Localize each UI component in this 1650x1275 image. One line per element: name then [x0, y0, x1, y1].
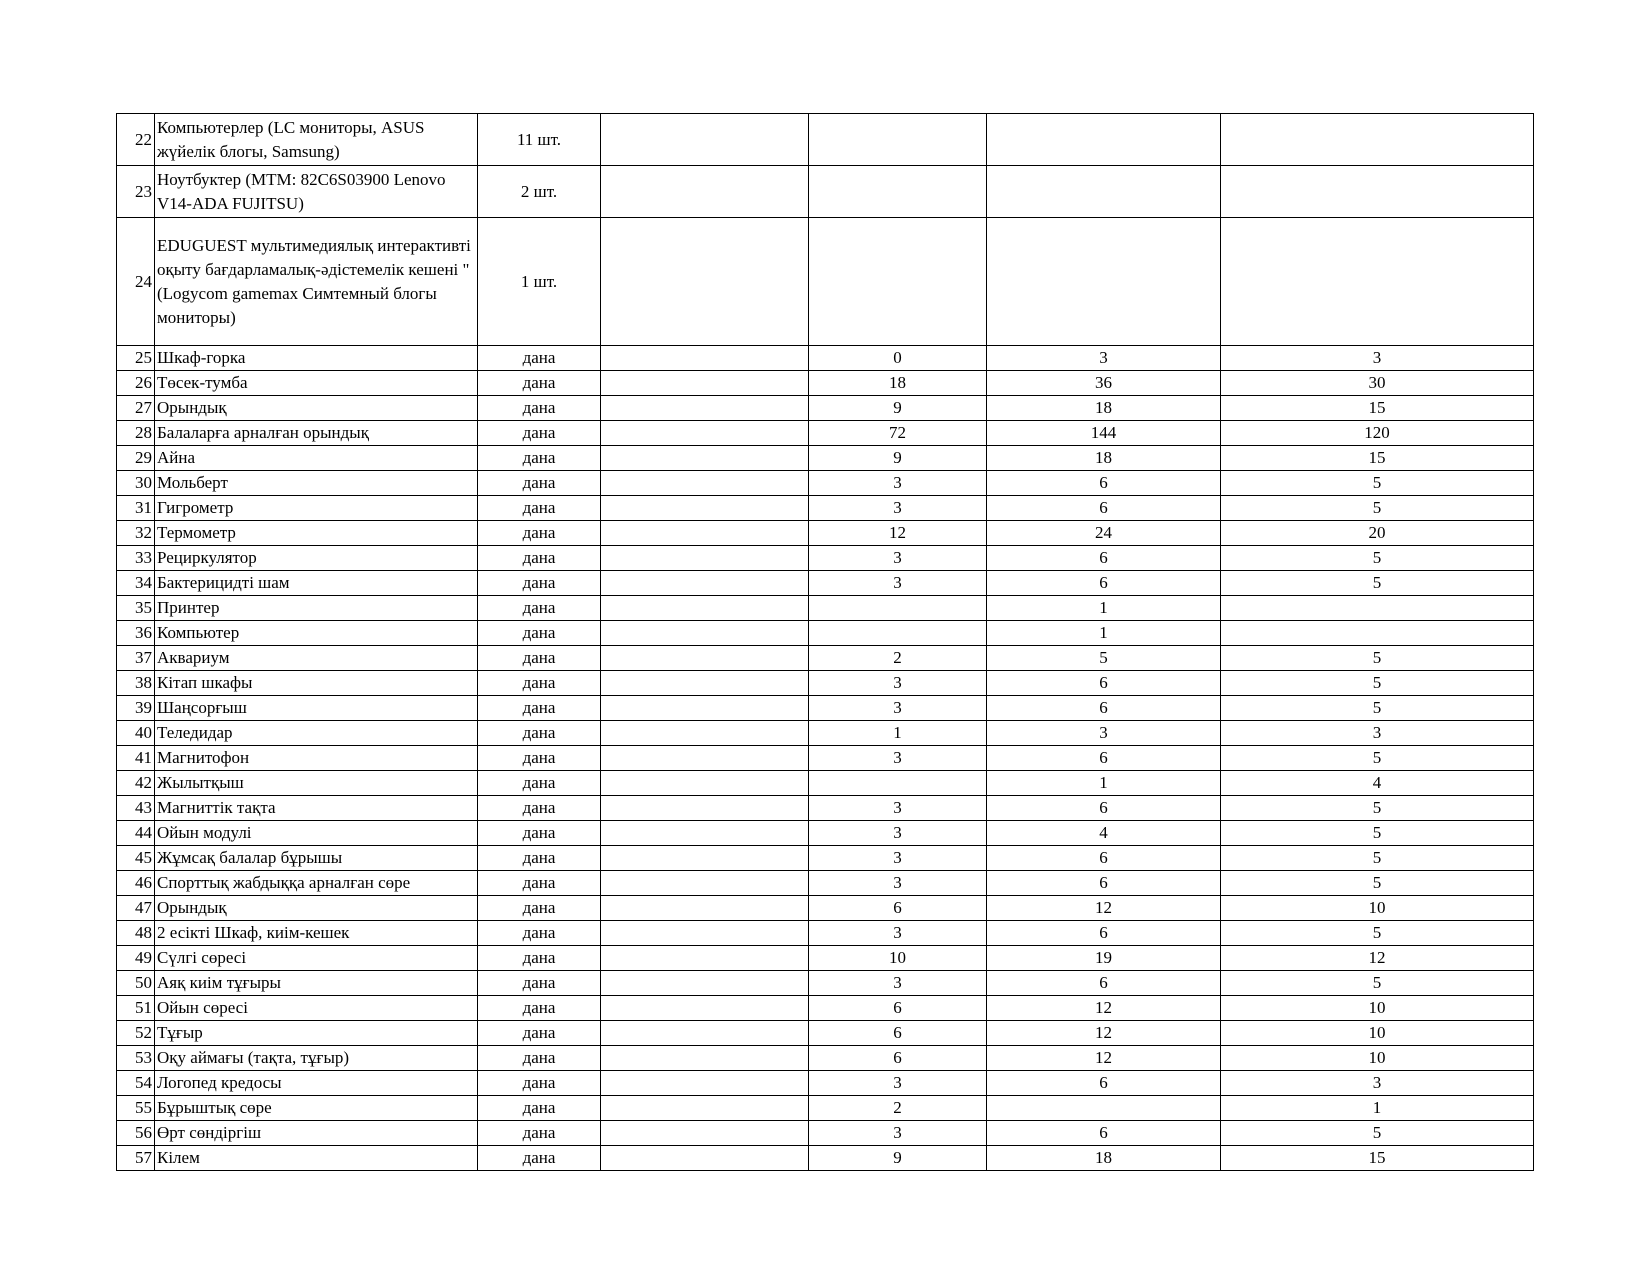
table-row — [117, 1071, 1534, 1096]
item-name-cell: Балаларға арналған орындық — [155, 421, 478, 446]
value-cell-2 — [809, 114, 987, 166]
value-cell-4 — [1221, 218, 1534, 346]
value-cell-1 — [601, 471, 809, 496]
item-name-cell: Кілем — [155, 1146, 478, 1171]
item-name-cell: Логопед кредосы — [155, 1071, 478, 1096]
value-cell-2: 3 — [809, 921, 987, 946]
value-cell-2: 6 — [809, 896, 987, 921]
value-cell-4: 5 — [1221, 496, 1534, 521]
value-cell-4: 5 — [1221, 696, 1534, 721]
value-cell-1 — [601, 996, 809, 1021]
unit-cell: дана — [478, 646, 601, 671]
unit-cell: дана — [478, 421, 601, 446]
table-row — [117, 871, 1534, 896]
value-cell-4: 20 — [1221, 521, 1534, 546]
item-name-cell: Спорттық жабдыққа арналған сөре — [155, 871, 478, 896]
table-row — [117, 621, 1534, 646]
unit-cell: дана — [478, 1096, 601, 1121]
table-row — [117, 1021, 1534, 1046]
value-cell-3 — [987, 1096, 1221, 1121]
row-number-cell: 53 — [117, 1046, 155, 1071]
row-number-cell: 31 — [117, 496, 155, 521]
item-name-cell: Сүлгі сөресі — [155, 946, 478, 971]
row-number-cell: 55 — [117, 1096, 155, 1121]
value-cell-1 — [601, 896, 809, 921]
item-name-cell: Магниттік тақта — [155, 796, 478, 821]
value-cell-2: 3 — [809, 1121, 987, 1146]
value-cell-2: 18 — [809, 371, 987, 396]
value-cell-3: 12 — [987, 1046, 1221, 1071]
value-cell-2: 9 — [809, 446, 987, 471]
row-number-cell: 46 — [117, 871, 155, 896]
row-number-cell: 28 — [117, 421, 155, 446]
unit-cell: дана — [478, 471, 601, 496]
item-name-cell: Гигрометр — [155, 496, 478, 521]
value-cell-1 — [601, 821, 809, 846]
value-cell-3: 6 — [987, 496, 1221, 521]
item-name-cell: Аяқ киім тұғыры — [155, 971, 478, 996]
row-number-cell: 39 — [117, 696, 155, 721]
row-number-cell: 26 — [117, 371, 155, 396]
table-row — [117, 1121, 1534, 1146]
table-row — [117, 396, 1534, 421]
unit-cell: дана — [478, 621, 601, 646]
item-name-cell: Магнитофон — [155, 746, 478, 771]
item-name-cell: 2 есікті Шкаф, киім-кешек — [155, 921, 478, 946]
value-cell-1 — [601, 796, 809, 821]
unit-cell: дана — [478, 521, 601, 546]
value-cell-2: 6 — [809, 996, 987, 1021]
value-cell-4: 5 — [1221, 796, 1534, 821]
value-cell-2: 9 — [809, 396, 987, 421]
value-cell-4 — [1221, 621, 1534, 646]
value-cell-4: 10 — [1221, 896, 1534, 921]
row-number-cell: 57 — [117, 1146, 155, 1171]
value-cell-2 — [809, 166, 987, 218]
value-cell-4: 15 — [1221, 446, 1534, 471]
value-cell-2: 3 — [809, 1071, 987, 1096]
table-row — [117, 114, 1534, 166]
value-cell-1 — [601, 166, 809, 218]
value-cell-4: 5 — [1221, 646, 1534, 671]
unit-cell: дана — [478, 1071, 601, 1096]
item-name-cell: Мольберт — [155, 471, 478, 496]
unit-cell: дана — [478, 571, 601, 596]
value-cell-3 — [987, 166, 1221, 218]
value-cell-2: 3 — [809, 671, 987, 696]
value-cell-3: 36 — [987, 371, 1221, 396]
table-row — [117, 596, 1534, 621]
unit-cell: дана — [478, 671, 601, 696]
table-row — [117, 896, 1534, 921]
item-name-cell: Ойын модулі — [155, 821, 478, 846]
value-cell-2: 12 — [809, 521, 987, 546]
value-cell-4: 5 — [1221, 846, 1534, 871]
unit-cell: дана — [478, 971, 601, 996]
item-name-cell: Кітап шкафы — [155, 671, 478, 696]
value-cell-3: 6 — [987, 746, 1221, 771]
value-cell-4: 15 — [1221, 396, 1534, 421]
value-cell-3: 12 — [987, 1021, 1221, 1046]
item-name-cell: Орындық — [155, 896, 478, 921]
value-cell-2 — [809, 218, 987, 346]
row-number-cell: 43 — [117, 796, 155, 821]
item-name-cell: Аквариум — [155, 646, 478, 671]
value-cell-4: 5 — [1221, 971, 1534, 996]
value-cell-1 — [601, 646, 809, 671]
value-cell-3: 6 — [987, 696, 1221, 721]
value-cell-3: 144 — [987, 421, 1221, 446]
unit-cell: дана — [478, 871, 601, 896]
unit-cell: дана — [478, 1021, 601, 1046]
value-cell-4: 5 — [1221, 921, 1534, 946]
value-cell-4: 5 — [1221, 671, 1534, 696]
value-cell-3: 1 — [987, 771, 1221, 796]
value-cell-2: 3 — [809, 871, 987, 896]
value-cell-3: 1 — [987, 621, 1221, 646]
value-cell-2: 3 — [809, 846, 987, 871]
value-cell-2: 6 — [809, 1021, 987, 1046]
row-number-cell: 48 — [117, 921, 155, 946]
value-cell-1 — [601, 218, 809, 346]
row-number-cell: 30 — [117, 471, 155, 496]
value-cell-1 — [601, 371, 809, 396]
row-number-cell: 40 — [117, 721, 155, 746]
item-name-cell: Оқу аймағы (тақта, тұғыр) — [155, 1046, 478, 1071]
value-cell-4: 4 — [1221, 771, 1534, 796]
value-cell-2 — [809, 621, 987, 646]
table-row — [117, 696, 1534, 721]
value-cell-1 — [601, 621, 809, 646]
table-row — [117, 921, 1534, 946]
value-cell-2: 3 — [809, 696, 987, 721]
row-number-cell: 32 — [117, 521, 155, 546]
value-cell-2 — [809, 771, 987, 796]
value-cell-2: 3 — [809, 746, 987, 771]
value-cell-3: 5 — [987, 646, 1221, 671]
table-row — [117, 1046, 1534, 1071]
table-row — [117, 721, 1534, 746]
value-cell-2: 2 — [809, 1096, 987, 1121]
value-cell-1 — [601, 1121, 809, 1146]
value-cell-3: 6 — [987, 1121, 1221, 1146]
inventory-table-body — [117, 114, 1534, 1171]
unit-cell: дана — [478, 846, 601, 871]
value-cell-3: 4 — [987, 821, 1221, 846]
unit-cell: 1 шт. — [478, 218, 601, 346]
item-name-cell: Компьютер — [155, 621, 478, 646]
value-cell-3: 18 — [987, 396, 1221, 421]
value-cell-1 — [601, 346, 809, 371]
item-name-cell: Шаңсорғыш — [155, 696, 478, 721]
value-cell-4: 5 — [1221, 1121, 1534, 1146]
value-cell-4: 1 — [1221, 1096, 1534, 1121]
value-cell-2: 3 — [809, 571, 987, 596]
row-number-cell: 49 — [117, 946, 155, 971]
value-cell-2: 1 — [809, 721, 987, 746]
value-cell-1 — [601, 871, 809, 896]
value-cell-1 — [601, 846, 809, 871]
value-cell-2: 72 — [809, 421, 987, 446]
row-number-cell: 24 — [117, 218, 155, 346]
value-cell-2: 3 — [809, 471, 987, 496]
inventory-table — [116, 113, 1534, 1171]
table-row — [117, 421, 1534, 446]
value-cell-4: 15 — [1221, 1146, 1534, 1171]
value-cell-4: 5 — [1221, 871, 1534, 896]
unit-cell: дана — [478, 721, 601, 746]
item-name-cell: Шкаф-горка — [155, 346, 478, 371]
item-name-cell: Орындық — [155, 396, 478, 421]
table-row — [117, 771, 1534, 796]
value-cell-1 — [601, 496, 809, 521]
item-name-cell: Айна — [155, 446, 478, 471]
item-name-cell: Бактерицидті шам — [155, 571, 478, 596]
table-row — [117, 796, 1534, 821]
unit-cell: дана — [478, 1046, 601, 1071]
item-name-cell: Рециркулятор — [155, 546, 478, 571]
row-number-cell: 25 — [117, 346, 155, 371]
unit-cell: дана — [478, 446, 601, 471]
row-number-cell: 29 — [117, 446, 155, 471]
value-cell-4: 12 — [1221, 946, 1534, 971]
row-number-cell: 54 — [117, 1071, 155, 1096]
value-cell-1 — [601, 596, 809, 621]
table-row — [117, 646, 1534, 671]
value-cell-4: 10 — [1221, 1021, 1534, 1046]
item-name-cell: Жұмсақ балалар бұрышы — [155, 846, 478, 871]
value-cell-3: 12 — [987, 996, 1221, 1021]
value-cell-3: 6 — [987, 846, 1221, 871]
row-number-cell: 38 — [117, 671, 155, 696]
value-cell-1 — [601, 746, 809, 771]
value-cell-1 — [601, 571, 809, 596]
value-cell-3: 6 — [987, 671, 1221, 696]
row-number-cell: 23 — [117, 166, 155, 218]
row-number-cell: 50 — [117, 971, 155, 996]
value-cell-4 — [1221, 114, 1534, 166]
unit-cell: дана — [478, 771, 601, 796]
value-cell-1 — [601, 396, 809, 421]
table-row — [117, 166, 1534, 218]
value-cell-2: 3 — [809, 821, 987, 846]
item-name-cell: Термометр — [155, 521, 478, 546]
item-name-cell: Бұрыштық сөре — [155, 1096, 478, 1121]
item-name-cell: Жылытқыш — [155, 771, 478, 796]
value-cell-4: 5 — [1221, 471, 1534, 496]
value-cell-4 — [1221, 596, 1534, 621]
value-cell-3: 6 — [987, 1071, 1221, 1096]
item-name-cell: EDUGUEST мультимедиялық интерактивті оқыту бағдарламалық-әдістемелік кешені " (Logycom gamemax Симтемный блогы мониторы) — [155, 218, 478, 346]
value-cell-3: 18 — [987, 446, 1221, 471]
value-cell-3: 6 — [987, 971, 1221, 996]
value-cell-1 — [601, 421, 809, 446]
item-name-cell: Өрт сөндіргіш — [155, 1121, 478, 1146]
table-row — [117, 446, 1534, 471]
value-cell-3 — [987, 218, 1221, 346]
table-row — [117, 546, 1534, 571]
row-number-cell: 33 — [117, 546, 155, 571]
value-cell-2: 3 — [809, 546, 987, 571]
row-number-cell: 22 — [117, 114, 155, 166]
value-cell-3: 18 — [987, 1146, 1221, 1171]
row-number-cell: 56 — [117, 1121, 155, 1146]
unit-cell: дана — [478, 996, 601, 1021]
row-number-cell: 34 — [117, 571, 155, 596]
value-cell-3: 6 — [987, 546, 1221, 571]
value-cell-1 — [601, 1096, 809, 1121]
value-cell-4: 10 — [1221, 1046, 1534, 1071]
value-cell-3: 6 — [987, 471, 1221, 496]
row-number-cell: 51 — [117, 996, 155, 1021]
table-row — [117, 471, 1534, 496]
value-cell-2: 3 — [809, 496, 987, 521]
unit-cell: дана — [478, 796, 601, 821]
value-cell-3: 12 — [987, 896, 1221, 921]
value-cell-4: 120 — [1221, 421, 1534, 446]
value-cell-3 — [987, 114, 1221, 166]
value-cell-4: 10 — [1221, 996, 1534, 1021]
unit-cell: дана — [478, 1146, 601, 1171]
value-cell-3: 1 — [987, 596, 1221, 621]
value-cell-3: 6 — [987, 921, 1221, 946]
value-cell-4: 3 — [1221, 346, 1534, 371]
table-row — [117, 1146, 1534, 1171]
value-cell-2: 2 — [809, 646, 987, 671]
row-number-cell: 36 — [117, 621, 155, 646]
value-cell-4 — [1221, 166, 1534, 218]
item-name-cell: Компьютерлер (LC мониторы, ASUS жүйелік блогы, Samsung) — [155, 114, 478, 166]
item-name-cell: Принтер — [155, 596, 478, 621]
table-row — [117, 571, 1534, 596]
value-cell-4: 5 — [1221, 546, 1534, 571]
table-row — [117, 496, 1534, 521]
unit-cell: дана — [478, 946, 601, 971]
unit-cell: дана — [478, 746, 601, 771]
unit-cell: дана — [478, 696, 601, 721]
unit-cell: дана — [478, 371, 601, 396]
unit-cell: дана — [478, 396, 601, 421]
table-row — [117, 971, 1534, 996]
value-cell-1 — [601, 696, 809, 721]
row-number-cell: 41 — [117, 746, 155, 771]
row-number-cell: 52 — [117, 1021, 155, 1046]
value-cell-3: 6 — [987, 571, 1221, 596]
value-cell-2: 3 — [809, 796, 987, 821]
value-cell-4: 30 — [1221, 371, 1534, 396]
value-cell-1 — [601, 1021, 809, 1046]
row-number-cell: 44 — [117, 821, 155, 846]
value-cell-2: 6 — [809, 1046, 987, 1071]
value-cell-1 — [601, 771, 809, 796]
row-number-cell: 35 — [117, 596, 155, 621]
item-name-cell: Теледидар — [155, 721, 478, 746]
value-cell-1 — [601, 971, 809, 996]
unit-cell: 11 шт. — [478, 114, 601, 166]
row-number-cell: 27 — [117, 396, 155, 421]
table-row — [117, 821, 1534, 846]
value-cell-1 — [601, 946, 809, 971]
unit-cell: 2 шт. — [478, 166, 601, 218]
value-cell-3: 6 — [987, 796, 1221, 821]
unit-cell: дана — [478, 346, 601, 371]
value-cell-1 — [601, 546, 809, 571]
table-row — [117, 671, 1534, 696]
value-cell-4: 5 — [1221, 821, 1534, 846]
value-cell-4: 5 — [1221, 571, 1534, 596]
table-row — [117, 946, 1534, 971]
item-name-cell: Ойын сөресі — [155, 996, 478, 1021]
value-cell-2: 10 — [809, 946, 987, 971]
value-cell-3: 19 — [987, 946, 1221, 971]
value-cell-1 — [601, 1146, 809, 1171]
value-cell-2: 0 — [809, 346, 987, 371]
item-name-cell: Төсек-тумба — [155, 371, 478, 396]
value-cell-1 — [601, 521, 809, 546]
unit-cell: дана — [478, 821, 601, 846]
unit-cell: дана — [478, 896, 601, 921]
value-cell-1 — [601, 671, 809, 696]
value-cell-2: 9 — [809, 1146, 987, 1171]
value-cell-3: 3 — [987, 721, 1221, 746]
table-row — [117, 371, 1534, 396]
row-number-cell: 47 — [117, 896, 155, 921]
row-number-cell: 37 — [117, 646, 155, 671]
unit-cell: дана — [478, 596, 601, 621]
value-cell-4: 3 — [1221, 721, 1534, 746]
value-cell-1 — [601, 921, 809, 946]
value-cell-2: 3 — [809, 971, 987, 996]
value-cell-1 — [601, 721, 809, 746]
value-cell-1 — [601, 114, 809, 166]
table-row — [117, 218, 1534, 346]
value-cell-3: 24 — [987, 521, 1221, 546]
unit-cell: дана — [478, 496, 601, 521]
value-cell-1 — [601, 1071, 809, 1096]
value-cell-1 — [601, 1046, 809, 1071]
unit-cell: дана — [478, 1121, 601, 1146]
unit-cell: дана — [478, 546, 601, 571]
item-name-cell: Ноутбуктер (MTM: 82C6S03900 Lenovo V14-ADA FUJITSU) — [155, 166, 478, 218]
table-row — [117, 521, 1534, 546]
row-number-cell: 42 — [117, 771, 155, 796]
item-name-cell: Тұғыр — [155, 1021, 478, 1046]
value-cell-4: 5 — [1221, 746, 1534, 771]
unit-cell: дана — [478, 921, 601, 946]
table-row — [117, 846, 1534, 871]
table-row — [117, 1096, 1534, 1121]
table-row — [117, 346, 1534, 371]
value-cell-3: 6 — [987, 871, 1221, 896]
value-cell-2 — [809, 596, 987, 621]
table-row — [117, 996, 1534, 1021]
value-cell-3: 3 — [987, 346, 1221, 371]
value-cell-4: 3 — [1221, 1071, 1534, 1096]
value-cell-1 — [601, 446, 809, 471]
table-row — [117, 746, 1534, 771]
row-number-cell: 45 — [117, 846, 155, 871]
